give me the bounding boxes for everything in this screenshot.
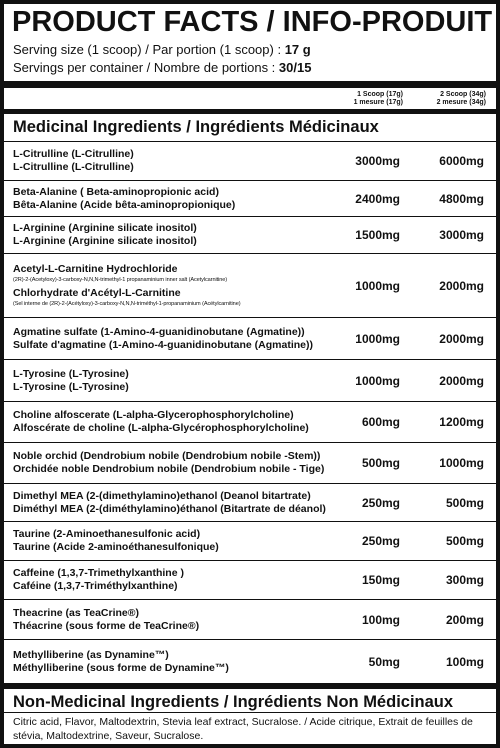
ingredient-name-fr: L-Citrulline (L-Citrulline)	[13, 161, 134, 173]
column-header-2-line1: 2 Scoop (34g)	[440, 91, 486, 98]
serving-size-label: Serving size (1 scoop) / Par portion (1 scoop) :	[13, 42, 285, 57]
amount-2-scoop: 4800mg	[439, 191, 484, 206]
ingredient-row	[4, 600, 496, 639]
column-header-2-scoop	[437, 91, 486, 107]
ingredient-row	[4, 254, 496, 317]
ingredient-name-en: Taurine (2-Aminoethanesulfonic acid)	[13, 528, 201, 540]
amount-2-scoop: 3000mg	[439, 228, 484, 242]
ingredient-row	[4, 522, 496, 560]
amount-2-scoop: 500mg	[445, 495, 484, 510]
non-medicinal-ingredients-text: Citric acid, Flavor, Maltodextrin, Stevia leaf extract, Sucralose. / Acide citrique, Extrait de feuilles de stévia, Maltodextrine, Saveur, Sucralose.	[13, 716, 473, 742]
amount-1-scoop: 1000mg	[355, 331, 400, 346]
panel-title: PRODUCT FACTS / INFO-PRODUIT	[12, 6, 493, 38]
amount-2-scoop: 1000mg	[439, 456, 484, 470]
ingredient-name-en: Choline alfoscerate (L-alpha-Glycerophosphorylcholine)	[13, 409, 294, 421]
divider-thick	[4, 683, 496, 689]
ingredient-name-en: Methylliberine (as Dynamine™)	[13, 648, 169, 661]
serving-size	[13, 42, 311, 58]
ingredient-name-fr: Orchidée noble Dendrobium nobile (Dendrobium nobile - Tige)	[13, 463, 325, 475]
amount-1-scoop: 250mg	[361, 495, 400, 510]
ingredient-name-fr: Caféine (1,3,7-Triméthylxanthine)	[13, 580, 178, 592]
ingredient-names	[13, 443, 324, 483]
amount-1-scoop: 500mg	[361, 456, 400, 470]
medicinal-ingredients-heading: Medicinal Ingredients / Ingrédients Médicinaux	[13, 118, 379, 136]
ingredient-name-fr: L-Tyrosine (L-Tyrosine)	[13, 380, 129, 393]
ingredient-names	[13, 484, 326, 521]
column-header-1-line2: 1 mesure (17g)	[353, 99, 403, 106]
column-header-2-line2: 2 mesure (34g)	[436, 99, 486, 106]
servings-value: 30/15	[278, 60, 312, 75]
amount-1-scoop: 2400mg	[355, 191, 400, 206]
ingredient-name-en: Dimethyl MEA (2-(dimethylamino)ethanol (Deanol bitartrate)	[13, 489, 311, 502]
amount-1-scoop: 1000mg	[355, 373, 400, 388]
column-header-1-line1: 1 Scoop (17g)	[357, 91, 403, 98]
ingredient-name-fr: Diméthyl MEA (2-(diméthylamino)éthanol (Bitartrate de déanol)	[13, 502, 326, 515]
ingredient-chemical-en: (2R)-2-(Acetyloxy)-3-carboxy-N,N,N-trimethyl-1 propanaminium inner salt (Acetylcarnitine)	[13, 277, 227, 283]
ingredient-name-fr: Chlorhydrate d'Acétyl-L-Carnitine	[13, 287, 181, 299]
ingredient-name-fr: Alfoscérate de choline (L-alpha-Glycérophosphorylcholine)	[13, 422, 309, 434]
amount-1-scoop: 1000mg	[355, 278, 400, 293]
amount-2-scoop: 2000mg	[439, 373, 484, 388]
servings-per-container	[13, 60, 311, 76]
ingredient-names	[13, 318, 313, 359]
divider-thick	[4, 109, 496, 114]
ingredient-names	[13, 217, 197, 253]
servings-label: Servings per container / Nombre de portions :	[13, 60, 279, 75]
ingredient-row	[4, 360, 496, 401]
ingredient-names	[13, 402, 309, 442]
amount-1-scoop: 1500mg	[355, 228, 400, 242]
amount-1-scoop: 100mg	[361, 612, 400, 627]
ingredient-name-en: L-Arginine (Arginine silicate inositol)	[13, 222, 197, 234]
amount-2-scoop: 200mg	[445, 612, 484, 627]
ingredient-row	[4, 318, 496, 359]
ingredient-row	[4, 142, 496, 180]
ingredient-name-en: Beta-Alanine ( Beta-aminopropionic acid)	[13, 185, 219, 198]
amount-1-scoop: 50mg	[368, 654, 400, 669]
ingredient-name-fr: Méthylliberine (sous forme de Dynamine™)	[13, 661, 229, 674]
amount-2-scoop: 1200mg	[439, 415, 484, 429]
amount-2-scoop: 2000mg	[439, 278, 484, 293]
ingredient-row	[4, 561, 496, 599]
ingredient-row	[4, 402, 496, 442]
ingredient-row	[4, 443, 496, 483]
ingredient-name-en: L-Tyrosine (L-Tyrosine)	[13, 367, 129, 380]
ingredient-name-en: L-Citrulline (L-Citrulline)	[13, 148, 134, 160]
ingredient-name-en: Agmatine sulfate (1-Amino-4-guanidinobutane (Agmatine))	[13, 325, 305, 338]
ingredient-name-en: Noble orchid (Dendrobium nobile (Dendrobium nobile -Stem))	[13, 450, 321, 462]
ingredient-name-en: Acetyl-L-Carnitine Hydrochloride	[13, 263, 178, 275]
ingredient-names	[13, 640, 229, 683]
ingredient-names	[13, 360, 129, 401]
ingredient-name-fr: Théacrine (sous forme de TeaCrine®)	[13, 619, 200, 632]
amount-2-scoop: 100mg	[445, 654, 484, 669]
divider-thick	[4, 81, 496, 88]
ingredient-row	[4, 640, 496, 683]
amount-1-scoop: 600mg	[361, 415, 400, 429]
ingredient-row	[4, 181, 496, 216]
ingredient-row	[4, 217, 496, 253]
amount-1-scoop: 250mg	[361, 534, 400, 548]
ingredient-names	[13, 254, 240, 317]
column-header-1-scoop	[354, 91, 403, 107]
ingredient-name-fr: Taurine (Acide 2-aminoéthanesulfonique)	[13, 541, 219, 553]
ingredient-names	[13, 522, 219, 560]
ingredient-name-fr: Bêta-Alanine (Acide bêta-aminopropionique)	[13, 198, 236, 211]
amount-1-scoop: 3000mg	[355, 154, 400, 168]
ingredient-name-en: Theacrine (as TeaCrine®)	[13, 606, 139, 619]
amount-1-scoop: 150mg	[361, 573, 400, 587]
ingredient-names	[13, 181, 235, 216]
amount-2-scoop: 300mg	[445, 573, 484, 587]
ingredient-names	[13, 142, 134, 180]
ingredient-names	[13, 561, 184, 599]
ingredient-chemical-fr: (Sel interne de (2R)-2-(Acétyloxy)-3-carboxy-N,N,N-triméthyl-1-propanaminium (Acétylcarnitine)	[13, 301, 241, 307]
amount-2-scoop: 6000mg	[439, 154, 484, 168]
ingredient-row	[4, 484, 496, 521]
ingredient-name-en: Caffeine (1,3,7-Trimethylxanthine )	[13, 567, 184, 579]
non-medicinal-ingredients-heading: Non-Medicinal Ingredients / Ingrédients Non Médicinaux	[13, 693, 454, 711]
ingredient-name-fr: Sulfate d'agmatine (1-Amino-4-guanidinobutane (Agmatine))	[13, 338, 313, 351]
ingredient-name-fr: L-Arginine (Arginine silicate inositol)	[13, 235, 197, 247]
serving-size-value: 17 g	[284, 42, 311, 57]
amount-2-scoop: 500mg	[445, 534, 484, 548]
amount-2-scoop: 2000mg	[439, 331, 484, 346]
divider-thin	[4, 712, 496, 713]
ingredient-names	[13, 600, 199, 639]
